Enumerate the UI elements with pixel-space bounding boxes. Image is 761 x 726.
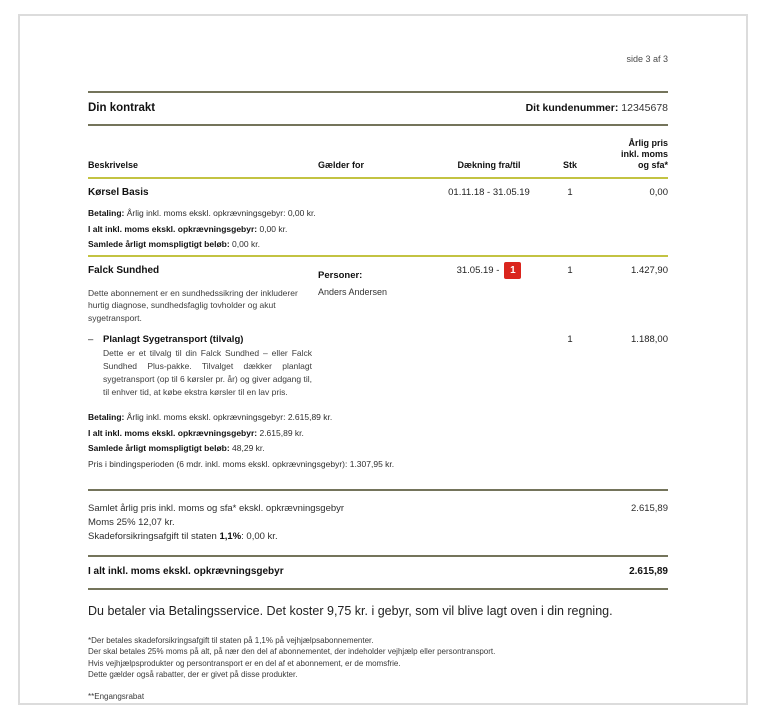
summary-total-row — [88, 502, 668, 516]
item-persons-label-cell — [318, 265, 430, 283]
detail-line — [88, 224, 668, 234]
grand-total-row — [88, 557, 668, 588]
detail-label: I alt inkl. moms ekskl. opkrævningsgebyr: — [88, 223, 258, 234]
tax-rate: 1,1% — [219, 530, 242, 542]
detail-text: 48,29 kr. — [229, 443, 265, 454]
footnote-line: *Der betales skadeforsikringsafgift til staten på 1,1% på vejhjælpsabonnementer. — [88, 635, 374, 645]
falck-description: Dette abonnement er en sundhedssikring der inkluderer hurtig diagnose, sundhedsfaglig tovholder og akut sygetransport. — [88, 287, 298, 323]
addon-dash: – — [88, 333, 94, 345]
summary-tax-row — [88, 530, 668, 544]
footnotes — [88, 635, 668, 681]
addon-price: 1.188,00 — [631, 333, 668, 345]
column-header-valid-for: Gælder for — [318, 160, 365, 170]
detail-text: 0,00 kr. — [229, 239, 260, 249]
summary-total-label: Samlet årlig pris inkl. moms og sfa* ekskl. opkrævningsgebyr — [88, 502, 345, 514]
grand-total-value: 2.615,89 — [629, 565, 668, 577]
item-price-korsel: 0,00 — [649, 187, 668, 198]
table-row-falck-sundhed — [88, 257, 668, 283]
summary-vat-row — [88, 516, 668, 530]
column-header-price-line2: inkl. moms — [620, 149, 668, 159]
detail-text: Årlig inkl. moms ekskl. opkrævningsgebyr: 0,00 kr. — [124, 208, 316, 218]
customer-number — [526, 102, 668, 114]
grand-total-label: I alt inkl. moms ekskl. opkrævningsgebyr — [88, 565, 284, 577]
detail-line — [88, 239, 668, 249]
detail-label: I alt inkl. moms ekskl. opkrævningsgebyr: — [88, 427, 258, 438]
tax-text-post: : 0,00 kr. — [241, 530, 278, 542]
footnote-line: Dette gælder også rabatter, der er givet på disse produkter. — [88, 670, 298, 680]
tax-text-pre: Skadeforsikringsafgift til staten — [88, 530, 220, 542]
detail-line — [88, 208, 668, 218]
detail-text: 0,00 kr. — [257, 223, 288, 234]
detail-text: Årlig inkl. moms ekskl. opkrævningsgebyr: 2.615,89 kr. — [124, 412, 333, 423]
summary-total-value: 2.615,89 — [631, 502, 668, 514]
table-row-korsel-basis — [88, 179, 668, 198]
persons-label: Personer: — [318, 269, 363, 281]
detail-line — [88, 412, 668, 422]
contract-document-page — [18, 14, 748, 705]
detail-text: Pris i bindingsperioden (6 mdr. inkl. moms ekskl. opkrævningsgebyr): 1.307,95 kr. — [88, 458, 395, 469]
falck-description-row — [88, 283, 668, 325]
addon-title — [88, 334, 318, 345]
footnote-line: Der skal betales 25% moms på alt, på nær den del af abonnementet, der indeholder vejhjælp eller persontransport. — [88, 647, 496, 657]
item-coverage-korsel: 01.11.18 - 31.05.19 — [448, 187, 530, 198]
column-header-price-line1: Årlig pris — [628, 138, 668, 148]
detail-line-binding-period — [88, 459, 668, 469]
addon-name: Planlagt Sygetransport (tilvalg) — [103, 333, 244, 345]
page-indicator: side 3 af 3 — [626, 54, 668, 64]
column-header-description: Beskrivelse — [88, 160, 139, 170]
column-header-price — [592, 138, 668, 171]
item-name-falck-sundhed: Falck Sundhed — [88, 264, 160, 276]
divider-after-grand-total — [88, 588, 668, 590]
korsel-payment-details — [88, 208, 668, 249]
detail-text: 2.615,89 kr. — [257, 427, 304, 438]
addon-qty: 1 — [567, 333, 573, 345]
coverage-date: 31.05.19 - — [456, 264, 500, 276]
item-qty-falck: 1 — [567, 264, 573, 276]
addon-description: Dette er et tilvalg til din Falck Sundhed – eller Falck Sundhed Plus-pakke. Tilvalget dækker planlagt sygetransport (op til 6 kørsler pr. år) og giver adgang til, til enhver tid, at købe ekstra kørsler til en lav pris. — [103, 347, 312, 398]
summary-tax-text — [88, 530, 278, 544]
summary-vat-text: Moms 25% 12,07 kr. — [88, 516, 175, 528]
column-header-coverage: Dækning fra/til — [457, 160, 521, 170]
item-qty-korsel: 1 — [567, 187, 573, 198]
detail-label: Betaling: — [88, 208, 125, 218]
title-row — [88, 93, 668, 124]
footnote-discount: **Engangsrabat — [88, 691, 145, 701]
summary-block — [88, 491, 668, 555]
annotation-marker-1: 1 — [504, 262, 521, 279]
table-header-row — [88, 126, 668, 177]
detail-label: Samlede årligt momspligtigt beløb: — [88, 443, 230, 454]
detail-label: Samlede årligt momspligtigt beløb: — [88, 239, 230, 249]
column-header-price-line3: og sfa* — [637, 160, 668, 170]
item-name-korsel-basis: Kørsel Basis — [88, 187, 149, 198]
addon-cell — [88, 334, 318, 400]
item-price-falck: 1.427,90 — [631, 264, 668, 276]
footnote-line: Hvis vejhjælpsprodukter og persontransport er en del af et abonnement, er de momsfrie. — [88, 658, 401, 668]
detail-line — [88, 443, 668, 453]
coverage-with-marker — [457, 265, 522, 276]
table-row-addon-sygetransport — [88, 334, 668, 400]
detail-label: Betaling: — [88, 412, 125, 423]
person-name: Anders Andersen — [318, 286, 388, 297]
customer-number-value: 12345678 — [621, 102, 668, 114]
section-title: Din kontrakt — [88, 102, 156, 114]
falck-payment-details — [88, 412, 668, 469]
column-header-qty: Stk — [562, 160, 577, 170]
item-coverage-falck — [430, 265, 548, 276]
payment-note: Du betaler via Betalingsservice. Det koster 9,75 kr. i gebyr, som vil blive lagt oven i din regning. — [88, 603, 613, 618]
detail-line — [88, 428, 668, 438]
customer-number-label: Dit kundenummer: — [525, 102, 619, 114]
